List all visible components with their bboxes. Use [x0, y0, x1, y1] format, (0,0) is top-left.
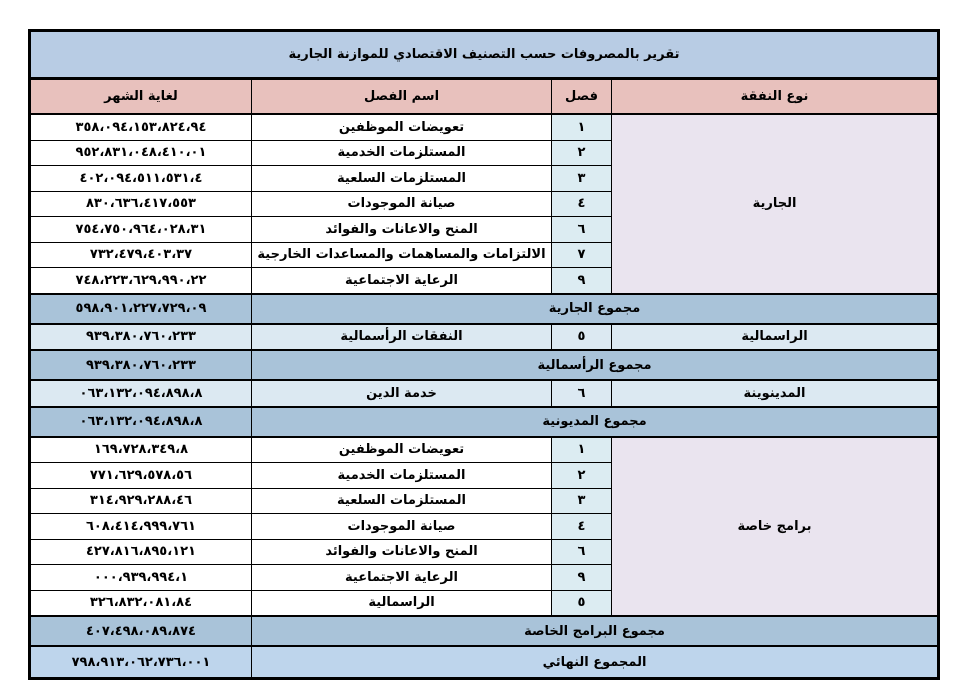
- subtotal-amount: ٤٧٨،٩٨٠،٨٩٤،٧٠٤: [29, 616, 251, 646]
- grand-total-amount: ١٠٠،٦٣٧،٢٦٠،٣١٩،٨٩٧: [29, 646, 251, 679]
- column-header-amount: لغاية الشهر: [29, 79, 251, 115]
- chapter-number-cell: ٣: [552, 166, 612, 192]
- table-row: [29, 437, 938, 463]
- chapter-name-cell: الرعاية الاجتماعية: [252, 268, 552, 294]
- chapter-name-cell: المنح والاعانات والفوائد: [252, 539, 552, 565]
- expenditure-type-cell: برامج خاصة: [612, 437, 939, 617]
- subtotal-row: [29, 407, 938, 437]
- expenditure-type-cell: المدينوينة: [612, 380, 939, 407]
- amount-cell: ١٠،٠١٤،٨٤٠،١٣٨،٢٥٩: [29, 140, 251, 166]
- chapter-number-cell: ٥: [552, 324, 612, 351]
- expenditure-type-cell: الجارية: [612, 114, 939, 294]
- chapter-number-cell: ٤: [552, 514, 612, 540]
- expenditure-report-table: [28, 29, 940, 680]
- amount-cell: ٣٥٥،٧١٤،٦٣٦،٠٣٨: [29, 191, 251, 217]
- chapter-number-cell: ٤: [552, 191, 612, 217]
- amount-cell: ١٢١،٥٩٨،٦١٨،٧٢٤: [29, 539, 251, 565]
- amount-cell: ٨،٩٤٣،٨٢٧،٩٦١: [29, 437, 251, 463]
- report-container: [31, 29, 940, 677]
- amount-cell: ١٦٧،٩٩٩،٤١٤،٨٠٦: [29, 514, 251, 540]
- amount-cell: ٣٣٢،٠٦٧،٠٨٣،٩٣٩: [29, 324, 251, 351]
- amount-cell: ٤٨،١٨٠،٢٣٨،٦٢٣: [29, 590, 251, 616]
- chapter-number-cell: ١: [552, 114, 612, 140]
- report-title: تقرير بالمصروفات حسب التصنيف الاقتصادي للموازنة الجارية: [29, 31, 938, 79]
- column-header-type: نوع النفقة: [612, 79, 939, 115]
- chapter-name-cell: خدمة الدين: [252, 380, 552, 407]
- table-row: [29, 380, 938, 407]
- amount-cell: ٤،١٣٥،١١٥،٤٩٠،٢٠٤: [29, 166, 251, 192]
- subtotal-amount: ٩٠،٩٢٧،٧٢٢،١٠٩،٨٩٥: [29, 294, 251, 324]
- column-header-chapter-no: فصل: [552, 79, 612, 115]
- subtotal-row: [29, 350, 938, 380]
- amount-cell: ٦٤،٨٨٢،٩٢٩،٤١٣: [29, 488, 251, 514]
- chapter-name-cell: الرعاية الاجتماعية: [252, 565, 552, 591]
- amount-cell: ٧٣،٣٠٤،٩٧٤،٢٣٧: [29, 242, 251, 268]
- chapter-number-cell: ٢: [552, 140, 612, 166]
- chapter-name-cell: المستلزمات السلعية: [252, 166, 552, 192]
- expenditure-type-cell: الراسمالية: [612, 324, 939, 351]
- table-row: [29, 324, 938, 351]
- amount-cell: ٢٢،٠٩٩،٩٢٦،٣٢٢،٨٤٧: [29, 268, 251, 294]
- chapter-number-cell: ٥: [552, 590, 612, 616]
- chapter-name-cell: صيانة الموجودات: [252, 191, 552, 217]
- chapter-name-cell: المستلزمات الخدمية: [252, 463, 552, 489]
- chapter-number-cell: ٣: [552, 488, 612, 514]
- column-header-chapter-name: اسم الفصل: [252, 79, 552, 115]
- chapter-number-cell: ٢: [552, 463, 612, 489]
- chapter-number-cell: ٦: [552, 380, 612, 407]
- chapter-name-cell: المستلزمات الخدمية: [252, 140, 552, 166]
- chapter-name-cell: المستلزمات السلعية: [252, 488, 552, 514]
- chapter-number-cell: ١: [552, 437, 612, 463]
- chapter-name-cell: الالتزامات والمساهمات والمساعدات الخارجية: [252, 242, 552, 268]
- chapter-name-cell: المنح والاعانات والفوائد: [252, 217, 552, 243]
- subtotal-label: مجموع الجارية: [252, 294, 939, 324]
- chapter-name-cell: تعويضات الموظفين: [252, 437, 552, 463]
- amount-cell: ١٣،٨٢٠،٤٦٩،٠٥٧،٤٥٧: [29, 217, 251, 243]
- table-row: [29, 114, 938, 140]
- grand-total-label: المجموع النهائي: [252, 646, 939, 679]
- amount-cell: ٤٩،٤٢٨،٣٥١،٤٩٠،٨٥٣: [29, 114, 251, 140]
- grand-total-row: [29, 646, 938, 679]
- amount-cell: ٦٥،٨٧٥،٩٢٦،١٧٧: [29, 463, 251, 489]
- chapter-name-cell: صيانة الموجودات: [252, 514, 552, 540]
- subtotal-row: [29, 616, 938, 646]
- amount-cell: ١،٤٩٩،٩٣٩،٠٠٠: [29, 565, 251, 591]
- subtotal-amount: ٨،٨٩٨،٤٩٠،٢٣١،٣٦٠: [29, 407, 251, 437]
- chapter-name-cell: تعويضات الموظفين: [252, 114, 552, 140]
- chapter-number-cell: ٩: [552, 268, 612, 294]
- chapter-number-cell: ٧: [552, 242, 612, 268]
- title-row: [29, 31, 938, 79]
- chapter-number-cell: ٦: [552, 539, 612, 565]
- header-row: [29, 79, 938, 115]
- subtotal-label: مجموع المديونية: [252, 407, 939, 437]
- subtotal-label: مجموع البرامج الخاصة: [252, 616, 939, 646]
- chapter-name-cell: النفقات الرأسمالية: [252, 324, 552, 351]
- chapter-number-cell: ٩: [552, 565, 612, 591]
- chapter-number-cell: ٦: [552, 217, 612, 243]
- subtotal-row: [29, 294, 938, 324]
- amount-cell: ٨،٨٩٨،٤٩٠،٢٣١،٣٦٠: [29, 380, 251, 407]
- chapter-name-cell: الراسمالية: [252, 590, 552, 616]
- subtotal-amount: ٣٣٢،٠٦٧،٠٨٣،٩٣٩: [29, 350, 251, 380]
- subtotal-label: مجموع الرأسمالية: [252, 350, 939, 380]
